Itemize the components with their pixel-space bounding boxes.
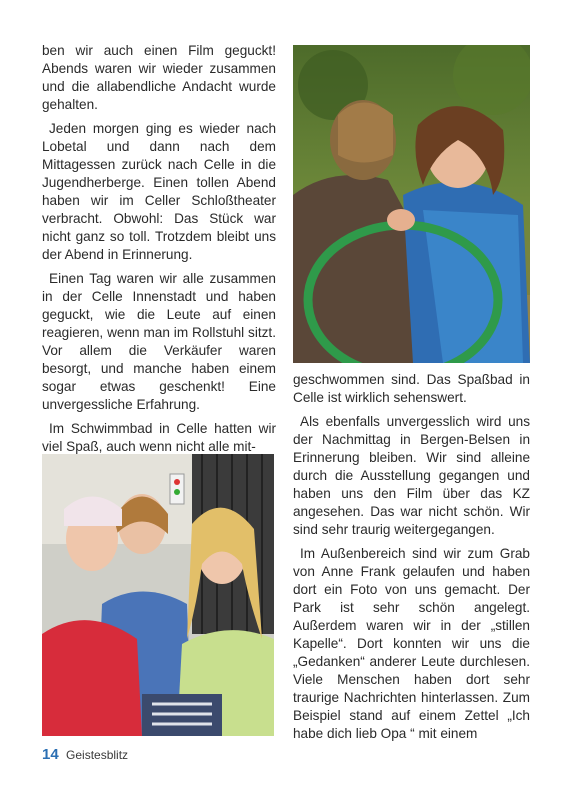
photo-three-women-image — [42, 454, 274, 736]
paragraph: Im Außenbereich sind wir zum Grab von Anne Frank gelaufen und haben dort ein Foto von uns gemacht. Der Park ist sehr schön angelegt. Außerdem waren wir in der „stillen Kapelle“. Dort konnten wir uns die „Gedanken“ anderer Leute durchlesen. Viele Menschen haben dort sehr traurige Nachrichten hinterlassen. Zum Beispiel stand auf einem Zettel „Ich habe dich lieb Opa “ mit einem — [293, 546, 530, 741]
text-column-left — [42, 42, 276, 462]
photo-girls-with-hoop — [293, 45, 530, 363]
paragraph: Im Schwimmbad in Celle hatten wir viel Spaß, auch wenn nicht alle mit- — [42, 421, 276, 454]
page-footer — [42, 746, 128, 763]
paragraph: Einen Tag waren wir alle zusammen in der Celle Innenstadt und haben geguckt, wie die Leute auf einen reagieren, wenn man im Rollstuhl sitzt. Vor allem die Verkäufer waren besorgt, und manche haben einem sogar etwas geschenkt! Eine unvergessliche Erfahrung. — [42, 271, 276, 412]
paragraph: ben wir auch einen Film geguckt! Abends waren wir wieder zusammen und die allabendliche Andacht wurde gehalten. — [42, 43, 276, 112]
page-number: 14 — [42, 746, 59, 763]
paragraph: Als ebenfalls unvergesslich wird uns der Nachmittag in Bergen-Belsen in Erinnerung bleiben. Wir sind alleine durch die Ausstellung gegangen und haben uns den Film über das KZ angesehen. Das war nicht schön. Wir sind sehr traurig weitergegangen. — [293, 414, 530, 537]
paragraph: geschwommen sind. Das Spaßbad in Celle ist wirklich sehenswert. — [293, 372, 530, 405]
magazine-name: Geistesblitz — [66, 748, 129, 762]
text-column-right — [293, 371, 530, 749]
paragraph: Jeden morgen ging es wieder nach Lobetal und dann nach dem Mittagessen zurück nach Celle in die Jugendherberge. Einen tollen Abend haben wir im Celler Schloßtheater verbracht. Obwohl: Das Stück war nicht ganz so toll. Trotzdem bleibt uns der Abend in Erinnerung. — [42, 121, 276, 262]
photo-girls-with-hoop-image — [293, 45, 530, 363]
photo-three-women — [42, 454, 274, 736]
